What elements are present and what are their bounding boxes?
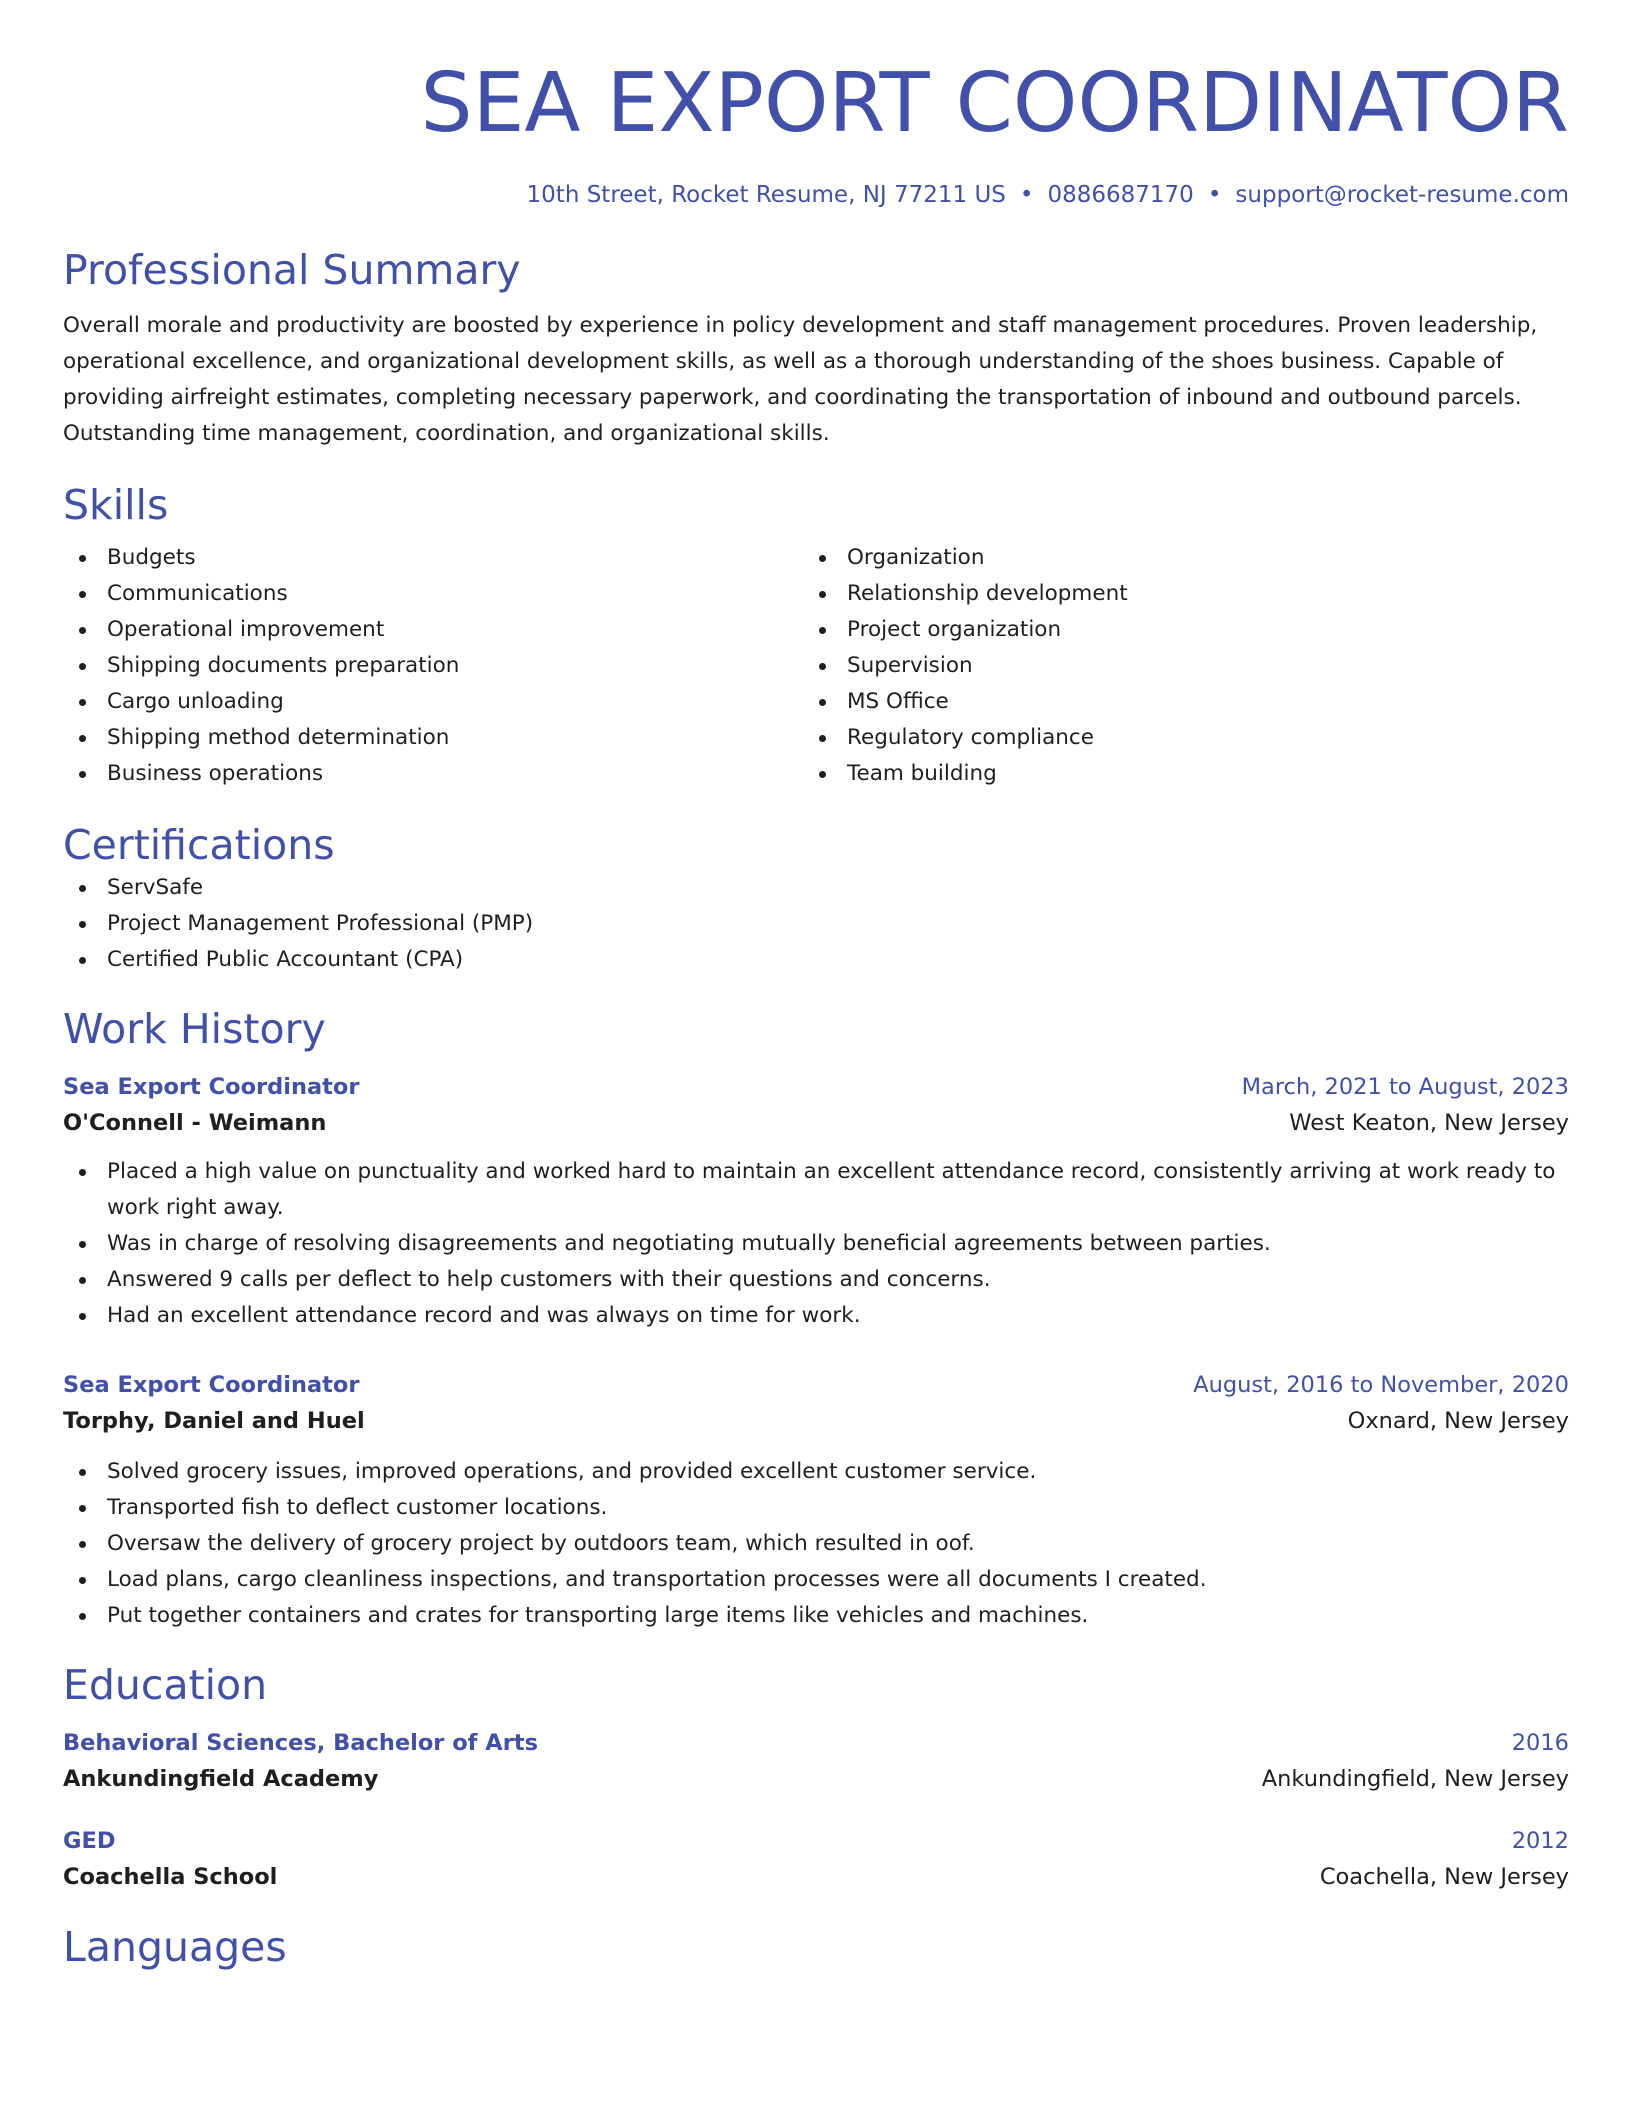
degree-name: Behavioral Sciences, Bachelor of Arts xyxy=(63,1730,538,1756)
summary-text: Overall morale and productivity are boosted by experience in policy development and staff management procedures. Proven leadership, operational excellence, and organizational development skills, as well as a thorough understanding of the shoes business. Capable of providing airfreight estimates, completing necessary paperwork, and coordinating the transportation of inbound and outbound parcels. Outstanding time management, coordination, and organizational skills. xyxy=(63,313,1538,446)
work-entry xyxy=(63,1070,1569,1334)
job-location: Oxnard, New Jersey xyxy=(1347,1408,1569,1434)
work-entry-header xyxy=(63,1368,1569,1402)
section-title-certifications: Certifications xyxy=(63,821,335,869)
education-entry-header xyxy=(63,1824,1569,1858)
job-bullets xyxy=(63,1454,1569,1634)
job-title: Sea Export Coordinator xyxy=(63,1372,360,1398)
school-location: Ankundingfield, New Jersey xyxy=(1261,1766,1569,1792)
skill-item: Regulatory compliance xyxy=(803,720,1543,756)
skill-item: Organization xyxy=(803,540,1543,576)
resume-title: SEA EXPORT COORDINATOR xyxy=(420,56,1569,151)
job-bullet: Had an excellent attendance record and was always on time for work. xyxy=(63,1298,1563,1334)
contact-separator: • xyxy=(1019,182,1034,208)
education-entry xyxy=(63,1824,1569,1896)
skill-item: Team building xyxy=(803,756,1543,792)
skills-column-right xyxy=(803,540,1543,792)
school-name: Ankundingfield Academy xyxy=(63,1766,379,1792)
skill-item: MS Office xyxy=(803,684,1543,720)
education-year: 2016 xyxy=(1511,1730,1569,1756)
education-year: 2012 xyxy=(1511,1828,1569,1854)
degree-name: GED xyxy=(63,1828,116,1854)
skill-item: Project organization xyxy=(803,612,1543,648)
work-entry-subheader xyxy=(63,1104,1569,1142)
job-title: Sea Export Coordinator xyxy=(63,1074,360,1100)
skill-item: Supervision xyxy=(803,648,1543,684)
section-title-work-history: Work History xyxy=(63,1005,326,1053)
job-bullet: Put together containers and crates for transporting large items like vehicles and machines. xyxy=(63,1598,1569,1634)
job-bullet: Solved grocery issues, improved operations, and provided excellent customer service. xyxy=(63,1454,1569,1490)
contact-separator: • xyxy=(1207,182,1222,208)
skills-column-left xyxy=(63,540,803,792)
contact-email[interactable]: support@rocket-resume.com xyxy=(1235,182,1569,208)
education-entry xyxy=(63,1726,1569,1798)
skills-list xyxy=(63,540,1569,792)
certifications-list xyxy=(63,870,1569,978)
work-entry-header xyxy=(63,1070,1569,1104)
skill-item: Operational improvement xyxy=(63,612,803,648)
company-name: O'Connell - Weimann xyxy=(63,1110,327,1136)
skill-item: Business operations xyxy=(63,756,803,792)
job-bullet: Was in charge of resolving disagreements and negotiating mutually beneficial agreements between parties. xyxy=(63,1226,1563,1262)
job-bullet: Transported fish to deflect customer locations. xyxy=(63,1490,1569,1526)
contact-address: 10th Street, Rocket Resume, NJ 77211 US xyxy=(526,182,1006,208)
skill-item: Shipping method determination xyxy=(63,720,803,756)
company-name: Torphy, Daniel and Huel xyxy=(63,1408,365,1434)
job-location: West Keaton, New Jersey xyxy=(1289,1110,1569,1136)
education-entry-subheader xyxy=(63,1760,1569,1798)
job-bullet: Placed a high value on punctuality and worked hard to maintain an excellent attendance record, consistently arriving at work ready to work right away. xyxy=(63,1154,1563,1226)
section-title-skills: Skills xyxy=(63,481,169,529)
section-title-education: Education xyxy=(63,1661,268,1709)
skill-item: Communications xyxy=(63,576,803,612)
certification-item: Certified Public Accountant (CPA) xyxy=(63,942,1569,978)
skill-item: Shipping documents preparation xyxy=(63,648,803,684)
education-entry-header xyxy=(63,1726,1569,1760)
job-dates: March, 2021 to August, 2023 xyxy=(1241,1074,1569,1100)
contact-phone: 0886687170 xyxy=(1047,182,1194,208)
section-title-languages: Languages xyxy=(63,1923,287,1971)
skill-item: Cargo unloading xyxy=(63,684,803,720)
work-entry-subheader xyxy=(63,1402,1569,1440)
skill-item: Budgets xyxy=(63,540,803,576)
school-location: Coachella, New Jersey xyxy=(1319,1864,1569,1890)
skill-item: Relationship development xyxy=(803,576,1543,612)
section-title-summary: Professional Summary xyxy=(63,246,521,294)
job-bullet: Load plans, cargo cleanliness inspections, and transportation processes were all documents I created. xyxy=(63,1562,1569,1598)
job-bullet: Oversaw the delivery of grocery project by outdoors team, which resulted in oof. xyxy=(63,1526,1569,1562)
school-name: Coachella School xyxy=(63,1864,278,1890)
contact-line xyxy=(63,180,1569,210)
certification-item: ServSafe xyxy=(63,870,1569,906)
work-entry xyxy=(63,1368,1569,1634)
job-dates: August, 2016 to November, 2020 xyxy=(1193,1372,1569,1398)
education-entry-subheader xyxy=(63,1858,1569,1896)
job-bullets xyxy=(63,1154,1563,1334)
certification-item: Project Management Professional (PMP) xyxy=(63,906,1569,942)
job-bullet: Answered 9 calls per deflect to help customers with their questions and concerns. xyxy=(63,1262,1563,1298)
